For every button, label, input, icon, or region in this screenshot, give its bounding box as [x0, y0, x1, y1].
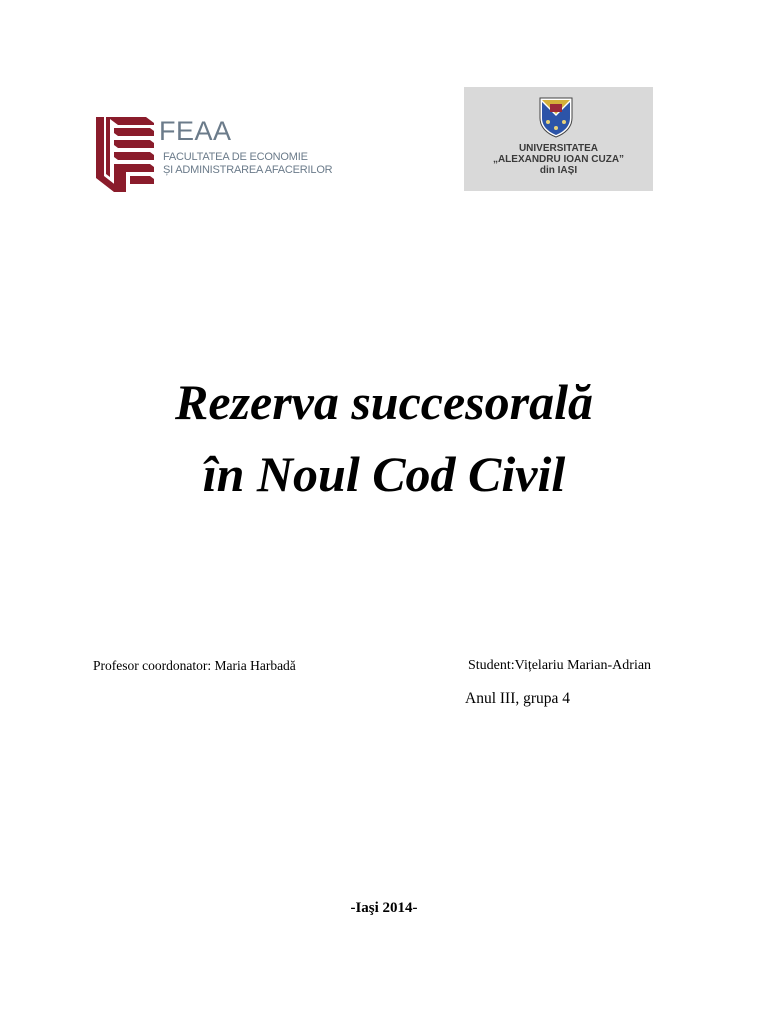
- uaic-crest-icon: [536, 96, 576, 138]
- document-title: [0, 366, 768, 510]
- faculty-logo: [96, 114, 333, 194]
- university-name-line-1: UNIVERSITATEA: [518, 143, 599, 154]
- place-year: -Iaşi 2014-: [350, 900, 418, 916]
- coordinator-text: Profesor coordonator: Maria Harbadă: [93, 658, 296, 673]
- title-line-2: în Noul Cod Civil: [202, 446, 566, 502]
- faculty-name-line-1: FACULTATEA DE ECONOMIE: [163, 151, 308, 163]
- university-logo: [464, 87, 653, 191]
- faculty-acronym: FEAA: [159, 116, 232, 146]
- group-text: Anul III, grupa 4: [465, 690, 571, 707]
- student-text: Student:Vițelariu Marian-Adrian: [468, 658, 652, 673]
- title-line-1: Rezerva succesorală: [175, 374, 593, 430]
- faculty-name-line-2: ȘI ADMINISTRAREA AFACERILOR: [163, 164, 333, 176]
- feaa-chevrons-logo-icon: [96, 114, 154, 192]
- university-name-line-3: din IAȘI: [539, 165, 578, 176]
- university-name-line-2: „ALEXANDRU IOAN CUZA”: [492, 154, 625, 165]
